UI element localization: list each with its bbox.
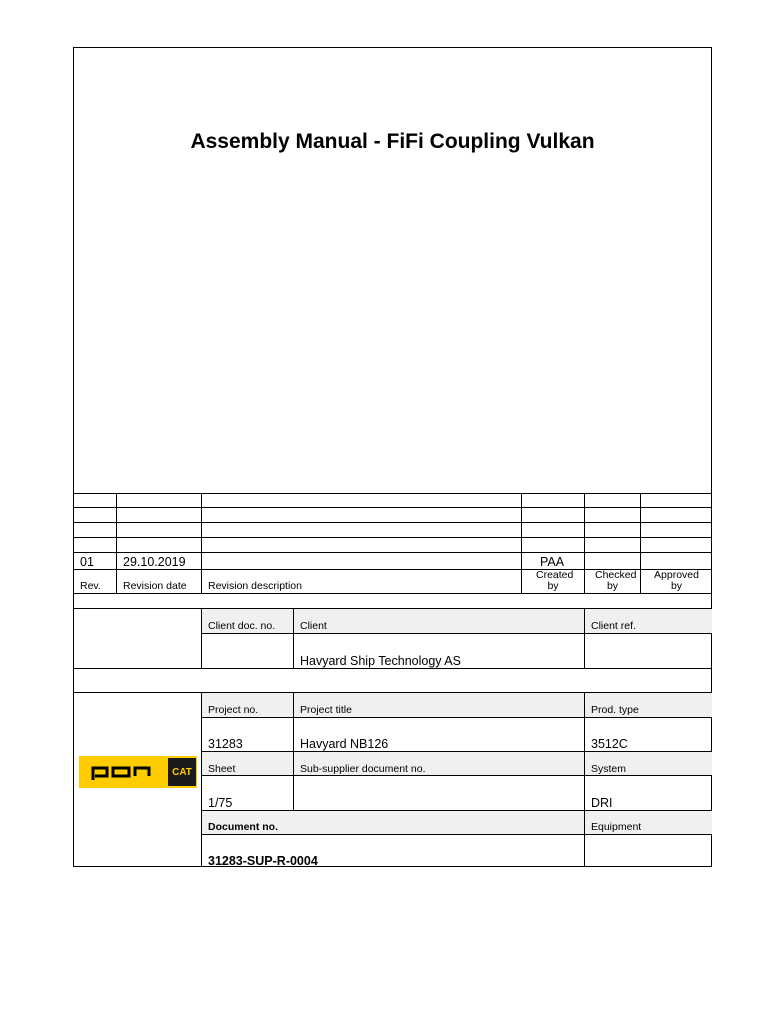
client-ref-label: Client ref. bbox=[591, 620, 636, 632]
checked-by-header: Checked by bbox=[595, 569, 637, 592]
project-title-label: Project title bbox=[300, 704, 352, 716]
document-title: Assembly Manual - FiFi Coupling Vulkan bbox=[190, 130, 595, 153]
sheet-label: Sheet bbox=[208, 763, 236, 775]
prod-type: 3512C bbox=[591, 737, 628, 751]
client-name: Havyard Ship Technology AS bbox=[300, 654, 461, 668]
client-doc-no-label: Client doc. no. bbox=[208, 620, 276, 632]
system-label: System bbox=[591, 763, 627, 775]
project-title: Havyard NB126 bbox=[300, 737, 389, 751]
prod-type-label: Prod. type bbox=[591, 704, 639, 716]
rev-description-header: Revision description bbox=[208, 580, 302, 592]
rev-date-header: Revision date bbox=[123, 580, 187, 592]
client-label: Client bbox=[300, 620, 327, 632]
sheet-value: 1/75 bbox=[208, 796, 233, 810]
sheet-header-shade bbox=[202, 752, 712, 775]
equipment-label: Equipment bbox=[591, 821, 642, 833]
created-by-header: Created by bbox=[536, 569, 574, 592]
rev-date: 29.10.2019 bbox=[123, 555, 186, 569]
pon-wordmark-icon bbox=[79, 756, 169, 788]
approved-by-header: Approved by bbox=[654, 569, 699, 592]
system-value: DRI bbox=[591, 796, 613, 810]
sub-supplier-label: Sub-supplier document no. bbox=[300, 763, 426, 775]
cat-logo: CAT bbox=[168, 758, 196, 786]
rev-header: Rev. bbox=[80, 580, 101, 592]
rev-number: 01 bbox=[80, 555, 94, 569]
project-no: 31283 bbox=[208, 737, 243, 751]
document-no-label: Document no. bbox=[208, 821, 278, 833]
rev-created-by: PAA bbox=[540, 555, 565, 569]
project-no-label: Project no. bbox=[208, 704, 259, 716]
document-no: 31283-SUP-R-0004 bbox=[208, 854, 318, 868]
